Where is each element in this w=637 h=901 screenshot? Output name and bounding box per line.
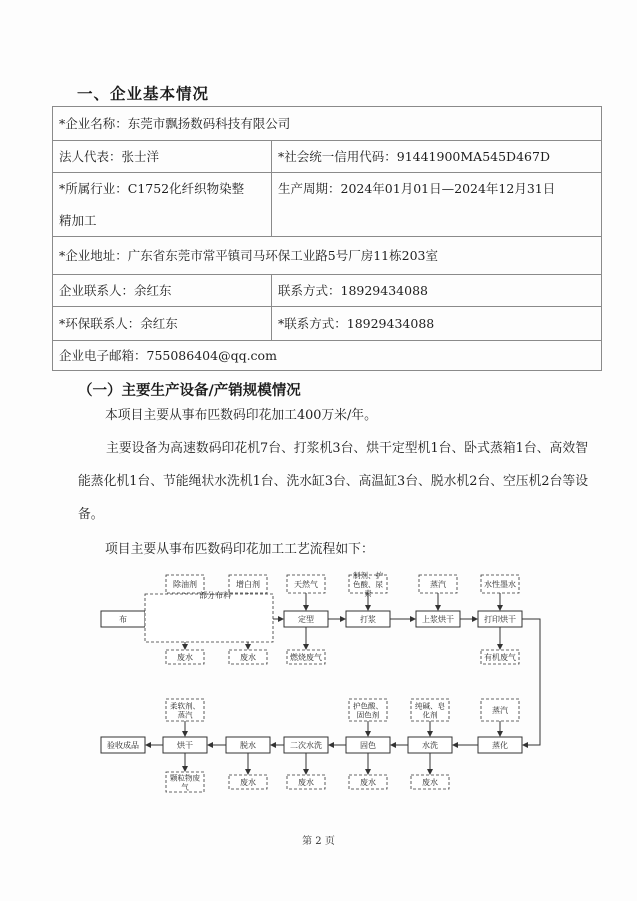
env-phone-cell: *联系方式：18929434088 [272, 307, 602, 341]
flow-step-bottom-2-label: 固色 [360, 741, 376, 750]
flow-output-bottom-0-label: 废水 [422, 778, 438, 787]
flow-step-bottom-0-label: 蒸化 [492, 741, 508, 750]
flow-step-top-3-label: 定型 [298, 615, 314, 624]
flow-step-bottom-6-label: 验收成品 [107, 741, 139, 750]
flow-input-top-2-label: 天然气 [294, 580, 318, 589]
address-cell: *企业地址：广东省东莞市常平镇司马环保工业路5号厂房11栋203室 [53, 237, 602, 275]
contact-phone-cell: 联系方式：18929434088 [272, 275, 602, 307]
equipment-paragraph: 主要设备为高速数码印花机7台、打浆机3台、烘干定型机1台、卧式蒸箱1台、高效智能蒸化机1台、节能绳状水洗机1台、洗水缸3台、高温缸3台、脱水机2台、空压机2台等设备。 [78, 441, 588, 522]
flow-step-top-6-label: 打印烘干 [484, 615, 516, 624]
flow-step-bottom-5-label: 烘干 [177, 741, 193, 750]
flow-intro-paragraph: 项目主要从事布匹数码印花加工工艺流程如下： [105, 542, 374, 557]
flow-step-bottom-3-label: 二次水洗 [290, 741, 322, 750]
part-fabric-label: 部分布料 [199, 591, 231, 600]
period-cell: 生产周期：2024年01月01日—2024年12月31日 [272, 173, 602, 237]
flow-output-top-2-label: 燃烧废气 [290, 653, 322, 662]
flow-input-bottom-0-label: 蒸汽 [492, 706, 508, 715]
industry-line1: *所属行业：C1752化纤织物染整 [59, 180, 245, 196]
flow-input-top-3-label: 制剂、护色酸、尿素 [353, 571, 383, 598]
flow-input-bottom-3-label: 柔软剂、蒸汽 [170, 701, 200, 720]
flow-output-bottom-4-label: 颗粒物废气 [170, 773, 200, 792]
flow-input-top-0-label: 除油剂 [173, 580, 197, 589]
flow-output-bottom-1-label: 废水 [360, 778, 376, 787]
flow-step-bottom-1-label: 水洗 [422, 741, 438, 750]
contact-person-cell: 企业联系人：余红东 [53, 275, 272, 307]
section-title: 一、企业基本情况 [77, 85, 210, 103]
company-info-table [52, 106, 602, 371]
industry-cell [53, 173, 272, 237]
legal-rep-cell: 法人代表：张士洋 [53, 141, 272, 173]
flow-input-top-1-label: 增白剂 [236, 580, 260, 589]
flow-output-top-3-label: 有机废气 [484, 653, 516, 662]
flow-step-top-5-label: 上浆烘干 [422, 615, 454, 624]
industry-line2: 精加工 [59, 212, 97, 228]
flow-arrow-turn [522, 619, 540, 745]
flow-output-bottom-3-label: 废水 [240, 778, 256, 787]
flow-output-top-0-label: 废水 [177, 653, 193, 662]
process-flow-diagram [0, 560, 637, 820]
flow-input-top-4-label: 蒸汽 [430, 580, 446, 589]
scale-paragraph: 本项目主要从事布匹数码印花加工400万米/年。 [105, 408, 377, 423]
flow-output-bottom-2-label: 废水 [298, 778, 314, 787]
flow-input-bottom-2-label: 护色酸、固色剂 [353, 701, 383, 720]
part-fabric-group [145, 594, 273, 642]
page-number: 第 2 页 [302, 836, 335, 847]
flow-input-top-5-label: 水性墨水 [484, 580, 516, 589]
credit-code-cell: *社会统一信用代码：91441900MA545D467D [272, 141, 602, 173]
company-name-cell: *企业名称：东莞市飘扬数码科技有限公司 [53, 107, 602, 141]
flow-step-bottom-4-label: 脱水 [240, 741, 256, 750]
subsection-title: （一）主要生产设备/产销规模情况 [78, 383, 301, 399]
email-cell: 企业电子邮箱：755086404@qq.com [53, 341, 602, 371]
flow-input-bottom-1-label: 纯碱、皂化剂 [415, 701, 445, 720]
flow-output-top-1-label: 废水 [240, 653, 256, 662]
env-contact-cell: *环保联系人：余红东 [53, 307, 272, 341]
flow-step-top-0-label: 布 [119, 615, 127, 624]
flow-step-top-4-label: 打浆 [360, 615, 376, 624]
